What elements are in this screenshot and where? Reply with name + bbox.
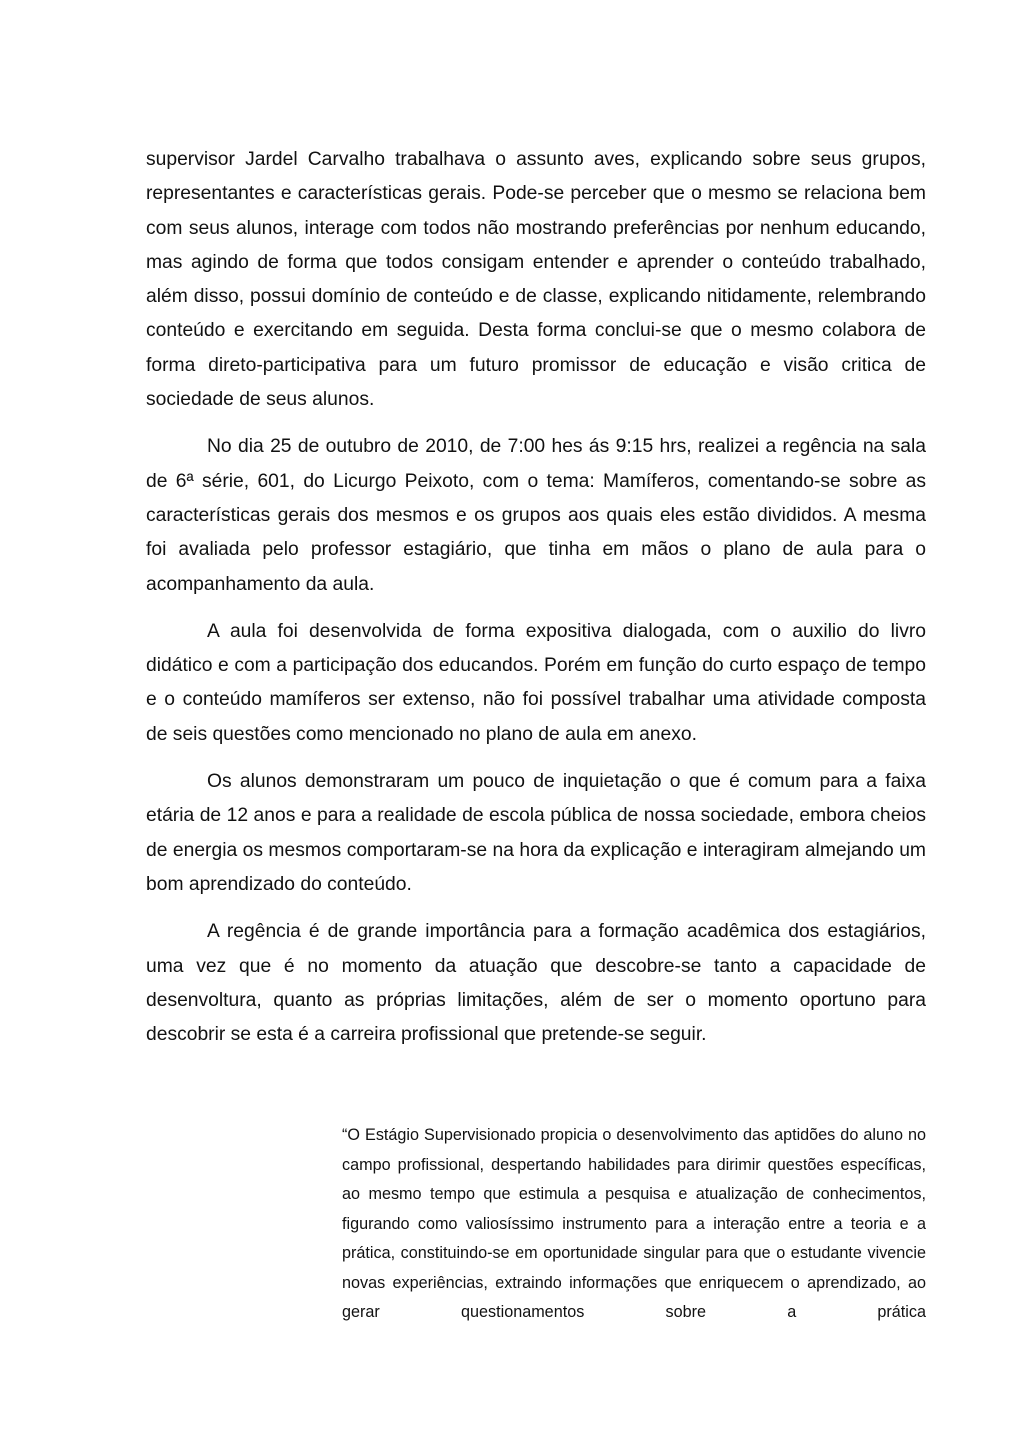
paragraph-class-development: A aula foi desenvolvida de forma expositiva dialogada, com o auxilio do livro didático e com a participação dos educandos. Porém em função do curto espaço de tempo e o conteúdo mamíferos ser extenso, não foi possível trabalhar uma atividade composta de seis questões como mencionado no plano de aula em anexo. xyxy=(146,620,926,745)
block-quote: “O Estágio Supervisionado propicia o desenvolvimento das aptidões do aluno no campo profissional, despertando habilidades para dirimir questões específicas, ao mesmo tempo que estimula a pesquisa e atualização de conhecimentos, figurando como valiosíssimo instrumento para a interação entre a teoria e a prática, constituindo-se em oportunidade singular para que o estudante vivencie novas experiências, extraindo informações que enriquecem o aprendizado, ao gerar questionamentos sobre a prática xyxy=(342,1126,926,1321)
paragraph-student-behavior: Os alunos demonstraram um pouco de inquietação o que é comum para a faixa etária de 12 anos e para a realidade de escola pública de nossa sociedade, embora cheios de energia os mesmos comportaram-se na hora da explicação e interagiram almejando um bom aprendizado do conteúdo. xyxy=(146,771,926,895)
paragraph-regency-importance: A regência é de grande importância para a formação acadêmica dos estagiários, uma vez que é no momento da atuação que descobre-se tanto a capacidade de desenvoltura, quanto as próprias limitações, além de ser o momento oportuno para descobrir se esta é a carreira profissional que pretende-se seguir. xyxy=(146,921,926,1046)
paragraph-regency-date: No dia 25 de outubro de 2010, de 7:00 hes ás 9:15 hrs, realizei a regência na sala de 6ª série, 601, do Licurgo Peixoto, com o tema: Mamíferos, comentando-se sobre as características gerais dos mesmos e os grupos aos quais eles estão divididos. A mesma foi avaliada pelo professor estagiário, que tinha em mãos o plano de aula para o acompanhamento da aula. xyxy=(146,436,926,595)
body-text xyxy=(146,143,926,1052)
paragraph-supervisor-observation: supervisor Jardel Carvalho trabalhava o assunto aves, explicando sobre seus grupos, representantes e características gerais. Pode-se perceber que o mesmo se relaciona bem com seus alunos, interage com todos não mostrando preferências por nenhum educando, mas agindo de forma que todos consigam entender e aprender o conteúdo trabalhado, além disso, possui domínio de conteúdo e de classe, explicando nitidamente, relembrando conteúdo e exercitando em seguida. Desta forma conclui-se que o mesmo colabora de forma direto-participativa para um futuro promissor de educação e visão critica de sociedade de seus alunos. xyxy=(146,149,926,411)
